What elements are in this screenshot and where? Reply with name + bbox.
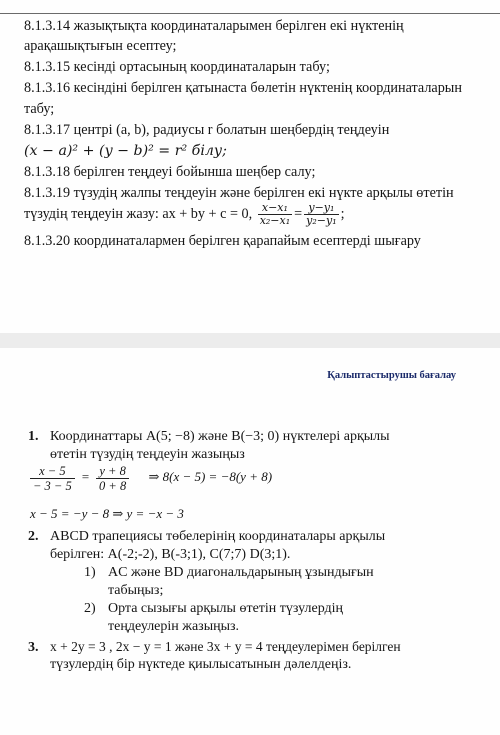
- two-point-fraction-y: $\frac{\text{y−y₁}}{\text{y₂−y₁}}$: [306, 201, 337, 227]
- objective-line: 8.1.3.19 түзудің жалпы теңдеуін және берілген екі нүкте арқылы өтетін: [24, 185, 454, 201]
- objective-line: 8.1.3.17 центрі (a, b), радиусы r болатын шеңбердің теңдеуін: [24, 122, 390, 138]
- circle-equation: (x − a)² + (y − b)² = r² білу;: [24, 143, 227, 159]
- task-2-sub1-line2: табыңыз;: [108, 583, 164, 598]
- task-1-step1: ⇒ 8(x − 5) = −8(y + 8): [148, 469, 273, 485]
- objective-line: түзудің теңдеуін жазу: ax + by + c = 0,: [24, 205, 253, 222]
- task-number: 1.: [28, 429, 39, 444]
- task-2-sub1-line1: 1) AC және BD диагональдарының ұзындығын: [84, 565, 374, 580]
- task-number: 2.: [28, 529, 39, 544]
- task-1-step2: x − 5 = −y − 8 ⇒ y = −x − 3: [30, 506, 184, 521]
- objective-line: табу;: [24, 101, 55, 117]
- fraction-y: $\frac{y + 8}{0 + 8}$: [96, 464, 129, 493]
- fraction-x: $\frac{x - 5}{- 3 - 5}$: [30, 464, 75, 493]
- task-3-line2: түзулердің бір нүктеде қиылысатынын дәлелдеңіз.: [50, 657, 352, 672]
- task-number: 3.: [28, 640, 39, 655]
- objective-line: 8.1.3.18 берілген теңдеуі бойынша шеңбер салу;: [24, 164, 316, 180]
- objective-line: 8.1.3.14 жазықтықта координаталарымен берілген екі нүктенің: [24, 18, 404, 34]
- task-1-line2: өтетін түзудің теңдеуін жазыңыз: [50, 447, 245, 462]
- assessment-title: Қалыптастырушы бағалау: [327, 370, 456, 381]
- objectives-page: [0, 0, 500, 333]
- task-2-sub2-line2: теңдеулерін жазыңыз.: [108, 619, 240, 634]
- two-point-fraction-x: $\frac{\text{x−x₁}}{\text{x₂−x₁}}$: [259, 201, 291, 227]
- task-2-line1: 2. ABCD трапециясы төбелерінің координаталары арқылы: [28, 529, 386, 544]
- task-2-sub2-line1: 2) Орта сызығы арқылы өтетін түзулердің: [84, 601, 344, 616]
- task-1-proportion: $\frac{x - 5}{- 3 - 5}$ = $\frac{y + 8}{0 + 8}$ ⇒ 8(x − 5) = −8(y + 8): [30, 464, 272, 493]
- objective-line: 8.1.3.15 кесінді ортасының координаталарын табу;: [24, 59, 330, 75]
- objective-line: 8.1.3.20 координаталармен берілген қарапайым есептерді шығару: [24, 233, 421, 249]
- objective-line: арақашықтығын есептеу;: [24, 38, 177, 54]
- task-1-line1: 1. Координаттары A(5; −8) және B(−3; 0) нүктелері арқылы: [28, 429, 390, 444]
- assessment-page: [0, 348, 500, 735]
- objective-line: 8.1.3.16 кесіндіні берілген қатынаста бөлетін нүктенің координаталарын: [24, 80, 462, 96]
- task-2-line2: берілген: A(-2;-2), B(-3;1), C(7;7) D(3;1).: [50, 547, 291, 562]
- top-rule: [0, 13, 500, 14]
- line-equation-row: түзудің теңдеуін жазу: ax + by + c = 0, $\frac{\text{x−x₁}}{\text{x₂−x₁}}$ = $\frac{\text{y−y₁}}{\text{y₂−y₁}}$ ;: [24, 201, 345, 227]
- task-3-line1: 3. x + 2y = 3 , 2x − y = 1 және 3x + y = 4 теңдеулерімен берілген: [28, 639, 401, 655]
